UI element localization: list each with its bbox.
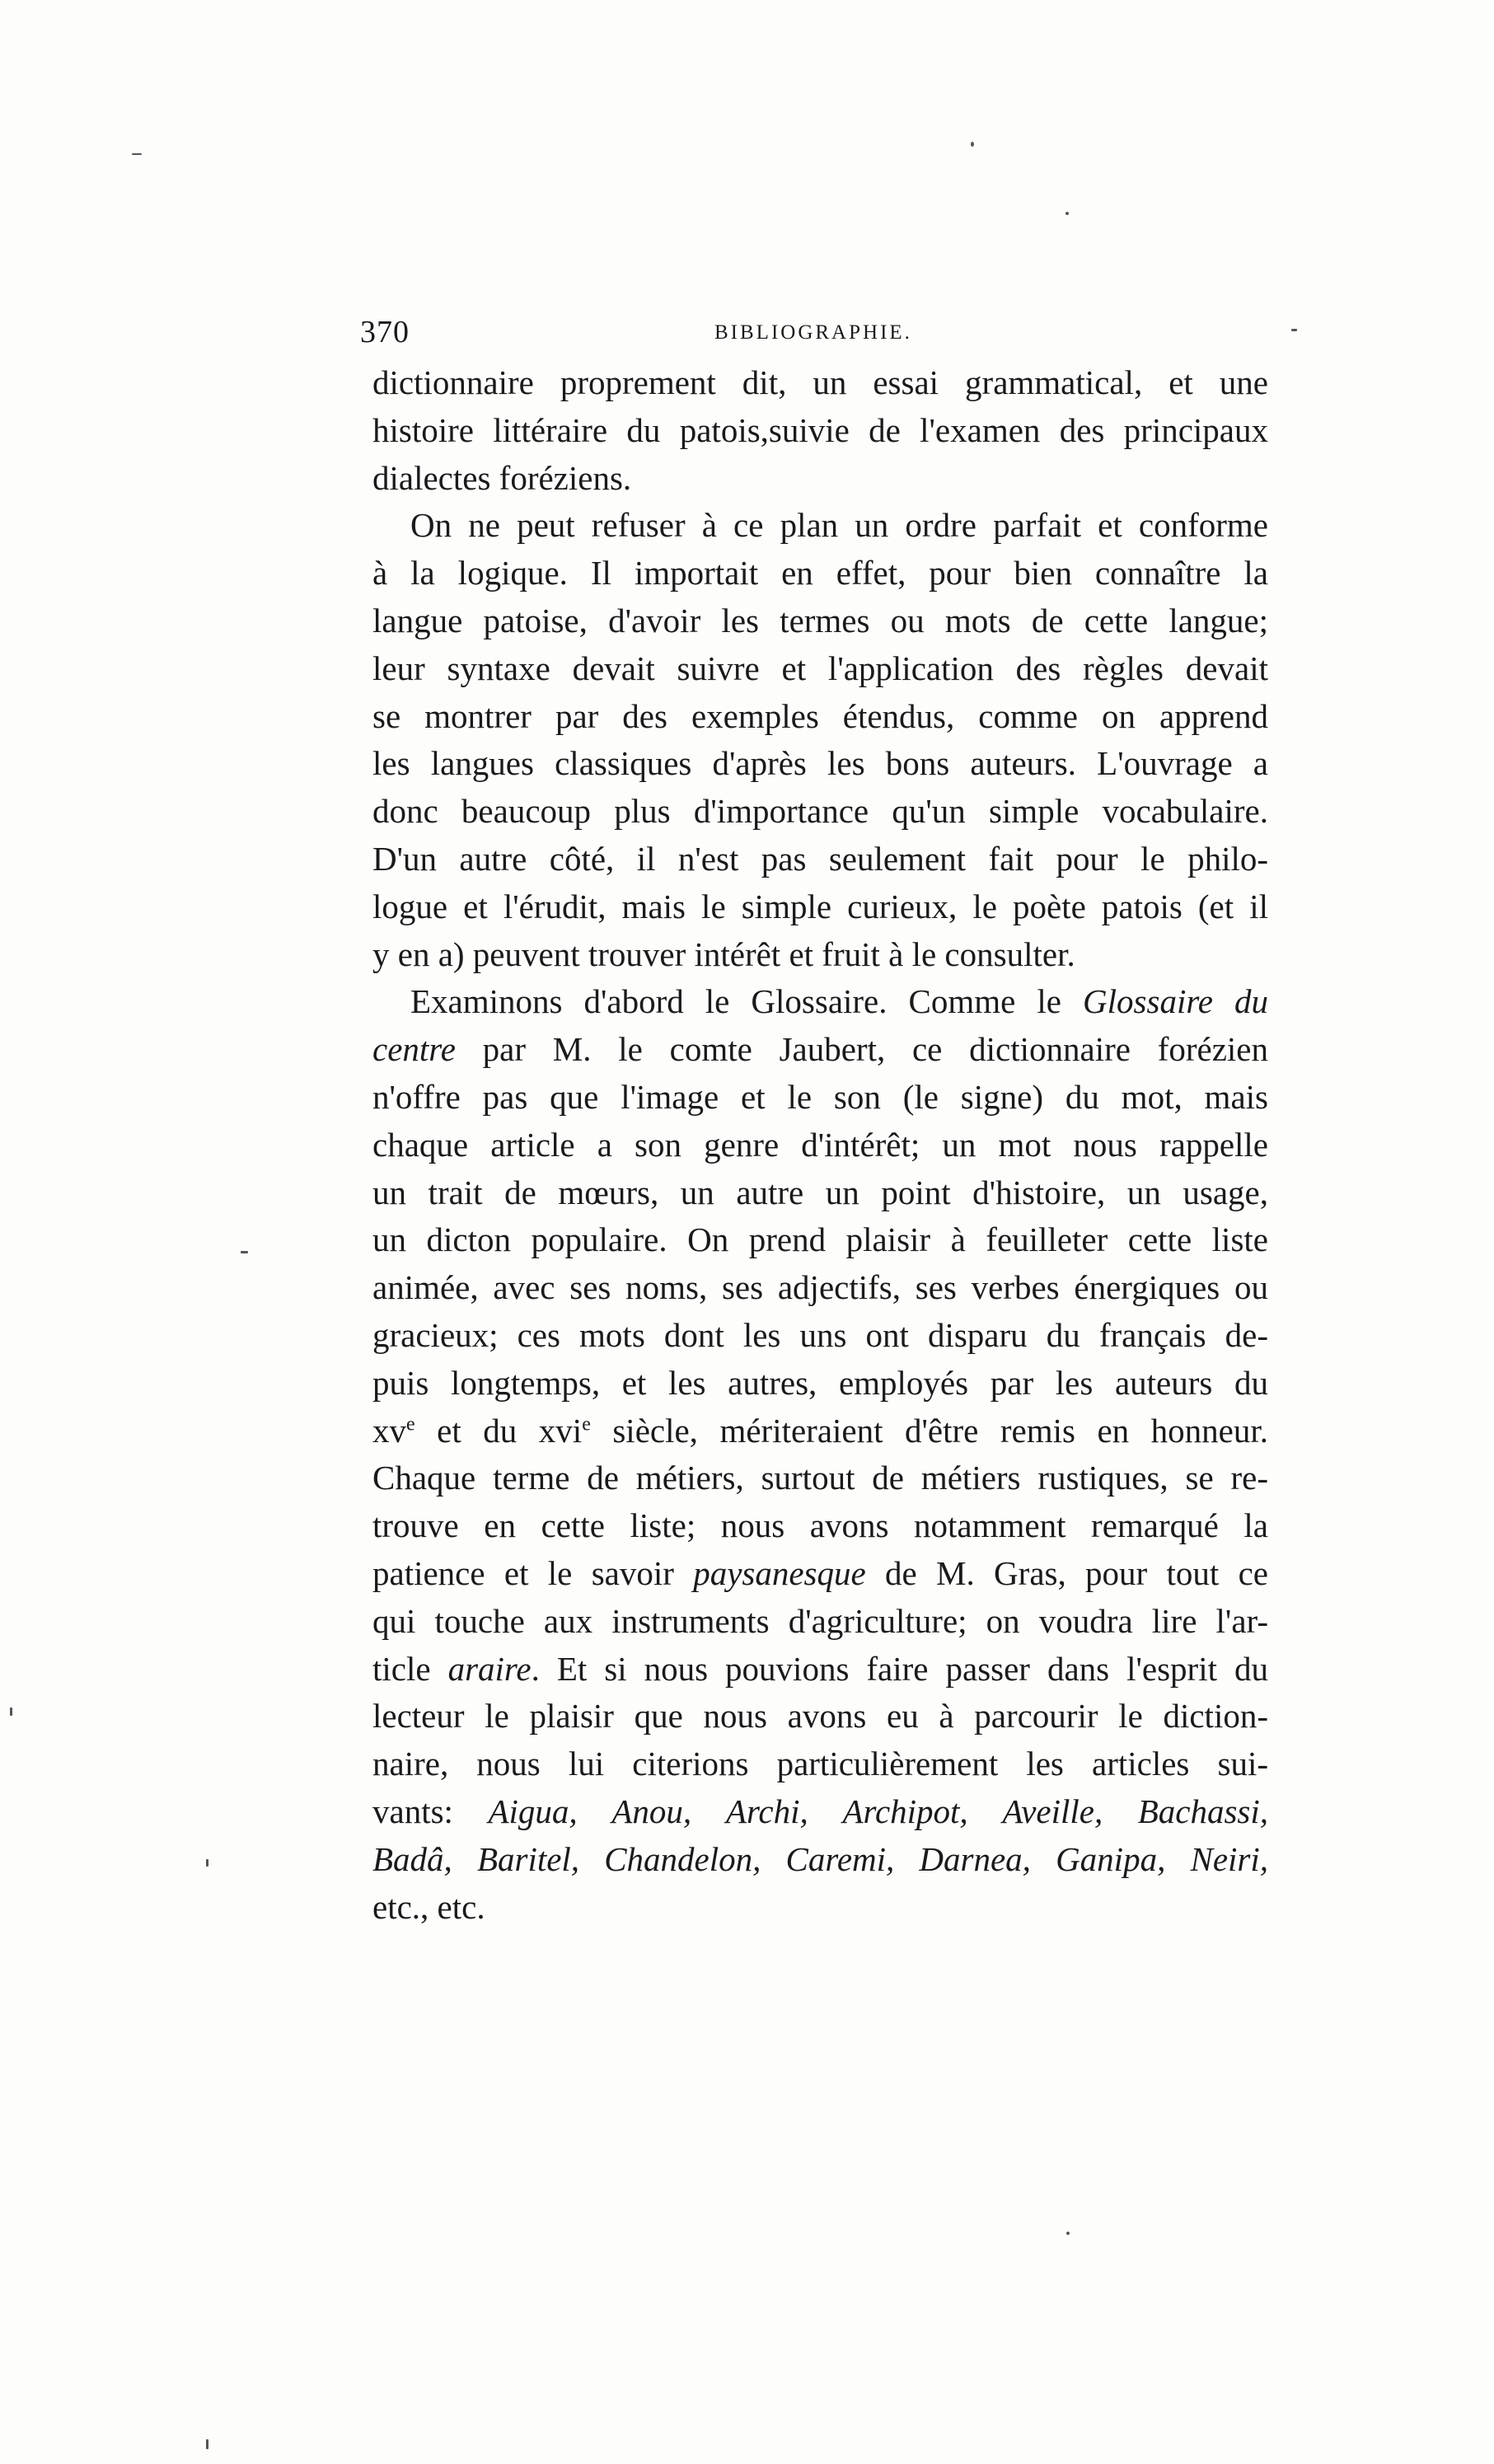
italic-title: Glossaire du: [1083, 982, 1268, 1021]
text-run: par M. le comte Jaubert, ce dictionnaire forézien: [455, 1030, 1268, 1069]
scan-speck: [1065, 212, 1069, 215]
text-run: Examinons d'abord le Glossaire. Comme le: [410, 982, 1084, 1021]
text-line: se montrer par des exemples étendus, comme on apprend: [372, 696, 1268, 735]
page-header: [360, 312, 1275, 353]
text-line: histoire littéraire du patois,suivie de l'examen des principaux: [372, 410, 1268, 449]
text-line: [372, 1788, 1268, 1836]
italic-word: paysanesque: [693, 1553, 866, 1592]
text-line: qui touche aux instruments d'agriculture; on voudra lire l'ar-: [372, 1601, 1268, 1640]
italic-word-list: Aigua, Anou, Archi, Archipot, Aveille, Bachassi,: [488, 1792, 1268, 1830]
text-line: un dicton populaire. On prend plaisir à feuilleter cette liste: [372, 1220, 1268, 1259]
scan-speck: [241, 1251, 248, 1253]
superscript: e: [582, 1412, 591, 1435]
text-line: dialectes foréziens.: [372, 458, 632, 497]
text-line: Chaque terme de métiers, surtout de métiers rustiques, se re-: [372, 1459, 1268, 1497]
italic-word: araire: [447, 1649, 532, 1688]
text-line: y en a) peuvent trouver intérêt et fruit à le consulter.: [372, 935, 1075, 973]
text-line: animée, avec ses noms, ses adjectifs, ses verbes énergiques ou: [372, 1268, 1268, 1307]
text-run: ticle: [372, 1649, 448, 1688]
text-line: etc., etc.: [372, 1887, 485, 1926]
text-line: [372, 1026, 1268, 1074]
text-line: à la logique. Il importait en effet, pour bien connaître la: [372, 554, 1268, 593]
text-run: et du xvi: [414, 1411, 583, 1450]
text-line: les langues classiques d'après les bons auteurs. L'ouvrage a: [372, 744, 1268, 783]
italic-title: centre: [372, 1030, 456, 1069]
body-text: [372, 359, 1268, 1931]
text-line: donc beaucoup plus d'importance qu'un simple vocabulaire.: [372, 792, 1268, 831]
scan-speck: [1066, 2232, 1070, 2235]
text-line: gracieux; ces mots dont les uns ont disparu du français de-: [372, 1315, 1268, 1354]
text-line: dictionnaire proprement dit, un essai grammatical, et une: [372, 363, 1268, 401]
page-number: 370: [360, 315, 410, 349]
text-line: leur syntaxe devait suivre et l'application des règles devait: [372, 649, 1268, 687]
text-line: langue patoise, d'avoir les termes ou mots de cette langue;: [372, 601, 1268, 639]
text-line: lecteur le plaisir que nous avons eu à parcourir le diction-: [372, 1697, 1268, 1736]
superscript: e: [406, 1412, 415, 1435]
scan-speck: [971, 142, 974, 147]
text-run: . Et si nous pouvions faire passer dans l'esprit du: [531, 1649, 1268, 1688]
text-run: patience et le savoir: [372, 1553, 694, 1592]
text-line: [372, 1646, 1268, 1693]
scan-speck: [1291, 329, 1297, 331]
text-line: trouve en cette liste; nous avons notamment remarqué la: [372, 1506, 1268, 1545]
text-line: D'un autre côté, il n'est pas seulement fait pour le philo-: [372, 839, 1268, 878]
text-line: chaque article a son genre d'intérêt; un mot nous rappelle: [372, 1125, 1268, 1164]
text-line: naire, nous lui citerions particulièrement les articles sui-: [372, 1745, 1268, 1783]
text-run: siècle, mériteraient d'être remis en honneur.: [590, 1411, 1268, 1450]
running-head: BIBLIOGRAPHIE.: [714, 321, 912, 344]
text-line: n'offre pas que l'image et le son (le signe) du mot, mais: [372, 1077, 1268, 1116]
scan-speck: [132, 153, 142, 155]
text-line: logue et l'érudit, mais le simple curieux, le poète patois (et il: [372, 887, 1268, 925]
text-run: xv: [372, 1411, 406, 1450]
text-line: On ne peut refuser à ce plan un ordre parfait et conforme: [410, 506, 1268, 545]
text-line: puis longtemps, et les autres, employés par les auteurs du: [372, 1363, 1268, 1402]
text-run: vants:: [372, 1792, 489, 1830]
text-line: un trait de mœurs, un autre un point d'histoire, un usage,: [372, 1173, 1268, 1211]
scan-speck: [10, 1707, 12, 1716]
italic-word-list: Badâ, Baritel, Chandelon, Caremi, Darnea, Ganipa, Neiri,: [372, 1839, 1268, 1878]
text-line: [372, 1836, 1268, 1884]
text-line: [372, 978, 1268, 1026]
text-line: [372, 1550, 1268, 1598]
scan-speck: [206, 1859, 208, 1867]
text-run: de M. Gras, pour tout ce: [865, 1553, 1268, 1592]
scan-speck: [206, 2439, 208, 2449]
text-line: [372, 1408, 1268, 1455]
